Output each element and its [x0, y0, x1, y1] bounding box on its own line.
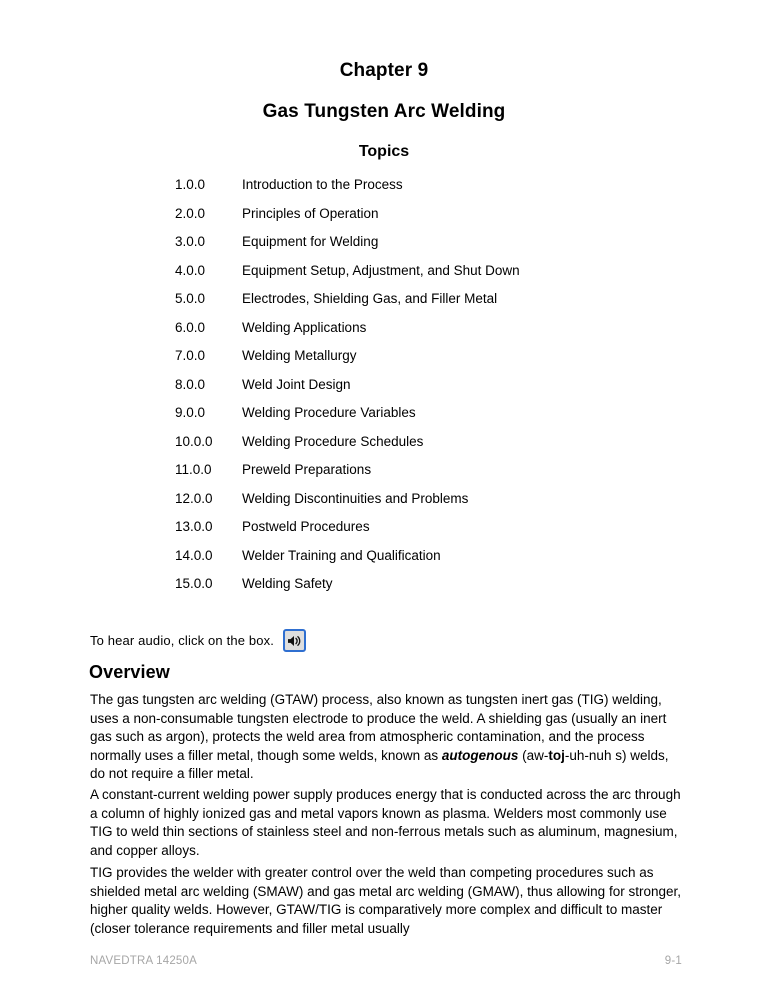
- topic-row: [175, 491, 695, 520]
- topic-title: Welding Discontinuities and Problems: [242, 490, 469, 506]
- topic-number: 5.0.0: [175, 291, 206, 306]
- overview-paragraph-1: [90, 691, 682, 784]
- speaker-icon: [287, 634, 302, 648]
- page-footer: [90, 955, 682, 967]
- topics-list: [175, 177, 695, 605]
- overview-paragraph-3: TIG provides the welder with greater control over the weld than competing procedures such as shielded metal arc welding (SMAW) and gas metal arc welding (GMAW), thus allowing for stronger, higher quality welds. However, GTAW/TIG is comparatively more complex and difficult to master (closer tolerance requirements and filler metal usually: [90, 865, 681, 936]
- topic-title: Equipment Setup, Adjustment, and Shut Down: [242, 262, 520, 278]
- footer-page-number: 9-1: [664, 955, 682, 967]
- topic-title: Electrodes, Shielding Gas, and Filler Metal: [242, 291, 498, 306]
- topic-row: [175, 377, 695, 406]
- play-audio-button[interactable]: [283, 629, 306, 652]
- topic-number: 14.0.0: [175, 547, 213, 563]
- footer-publication: NAVEDTRA 14250A: [90, 955, 197, 967]
- topic-row: [175, 576, 695, 605]
- topic-row: [175, 405, 695, 434]
- topic-row: [175, 519, 695, 548]
- topic-title: Welding Applications: [242, 319, 367, 335]
- topic-row: [175, 320, 695, 349]
- topic-number: 10.0.0: [175, 433, 213, 449]
- topic-number: 8.0.0: [175, 376, 206, 392]
- overview-paragraph-2: A constant-current welding power supply produces energy that is conducted across the arc through a column of highly ionized gas and metal vapors known as plasma. Welders most commonly use TIG to weld thin sections of stainless steel and non-ferrous metals such as aluminum, magnesium, and copper alloys.: [90, 787, 681, 858]
- topic-number: 15.0.0: [175, 576, 213, 591]
- topic-title: Welder Training and Qualification: [242, 547, 441, 563]
- topic-row: [175, 206, 695, 235]
- paragraph-1-part-3: -uh-nuh s) welds, do not require a filler metal.: [90, 747, 669, 782]
- topic-title: Principles of Operation: [242, 205, 379, 221]
- topic-title: Postweld Procedures: [242, 519, 370, 534]
- topic-row: [175, 434, 695, 463]
- pronunciation-stress: toj: [548, 747, 565, 763]
- topic-title: Introduction to the Process: [242, 177, 403, 192]
- topic-number: 11.0.0: [175, 462, 212, 477]
- chapter-subtitle: Gas Tungsten Arc Welding: [262, 101, 506, 122]
- topic-number: 7.0.0: [175, 348, 206, 363]
- topic-row: [175, 291, 695, 320]
- topic-number: 6.0.0: [175, 319, 206, 335]
- topic-row: [175, 263, 695, 292]
- topic-title: Welding Procedure Variables: [242, 405, 416, 420]
- topic-number: 2.0.0: [175, 205, 206, 221]
- topic-title: Welding Safety: [242, 576, 333, 591]
- topic-number: 4.0.0: [175, 262, 206, 278]
- topic-row: [175, 177, 695, 206]
- topic-number: 12.0.0: [175, 490, 213, 506]
- term-autogenous: autogenous: [441, 747, 519, 763]
- topic-title: Preweld Preparations: [242, 462, 372, 477]
- paragraph-1-part-1: The gas tungsten arc welding (GTAW) process, also known as tungsten inert gas (TIG) welding, uses a non-consumable tungsten electrode to produce the weld. A shielding gas (usually an inert gas such as argon), protects the weld area from atmospheric contamination, and the process normally uses a filler metal, though some welds, known as: [90, 692, 667, 763]
- audio-instruction-text: To hear audio, click on the box.: [90, 633, 275, 648]
- topic-title: Equipment for Welding: [242, 234, 379, 249]
- topic-title: Weld Joint Design: [242, 376, 351, 392]
- chapter-title: Chapter 9: [339, 60, 429, 81]
- audio-instruction-line: [90, 629, 306, 652]
- topic-title: Welding Procedure Schedules: [242, 433, 424, 449]
- topics-heading: Topics: [358, 143, 410, 160]
- paragraph-1-part-2: (aw-: [518, 747, 549, 763]
- topic-row: [175, 548, 695, 577]
- overview-heading: Overview: [89, 662, 170, 682]
- topic-row: [175, 462, 695, 491]
- topic-number: 1.0.0: [175, 177, 206, 192]
- topic-row: [175, 234, 695, 263]
- topic-row: [175, 348, 695, 377]
- topic-number: 9.0.0: [175, 405, 206, 420]
- topic-number: 3.0.0: [175, 234, 206, 249]
- topic-number: 13.0.0: [175, 519, 213, 534]
- topic-title: Welding Metallurgy: [242, 348, 357, 363]
